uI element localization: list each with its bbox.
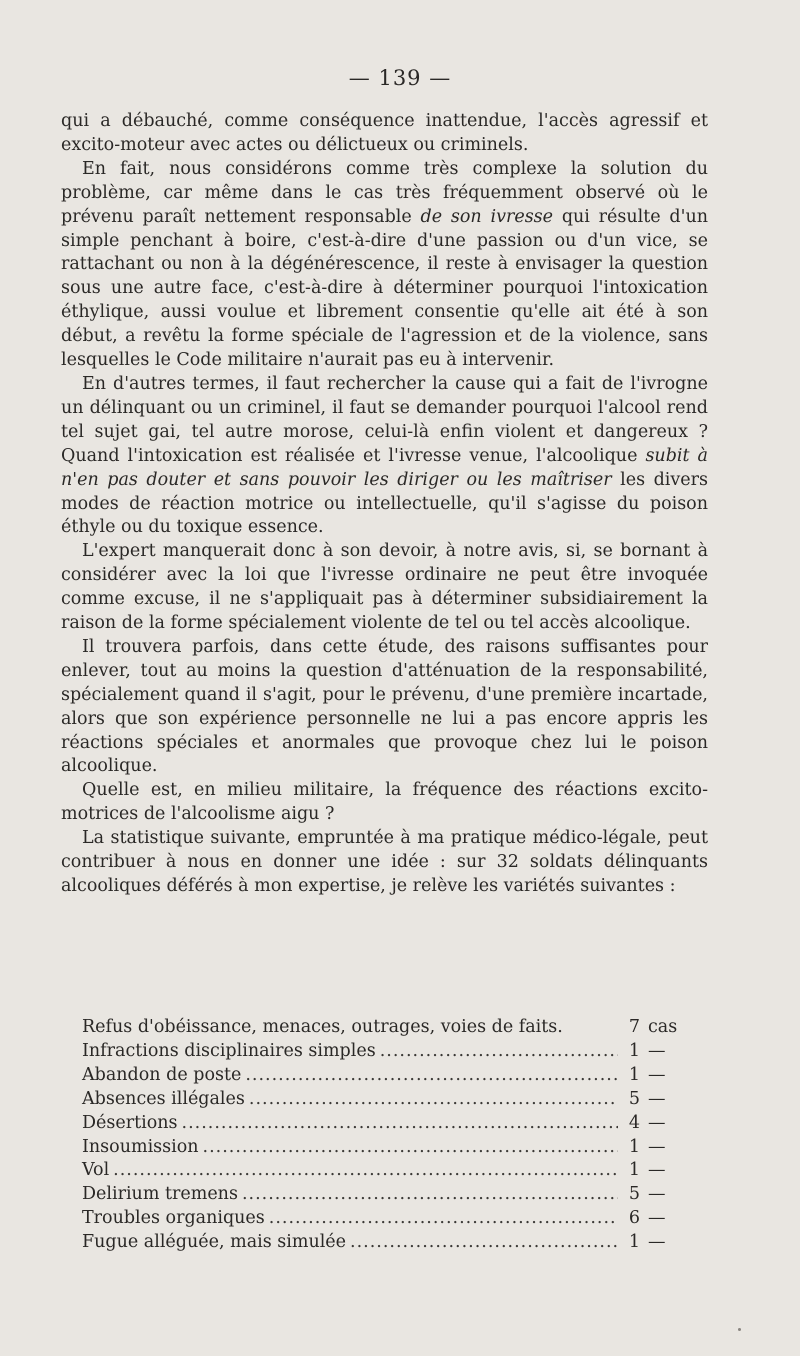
list-item [82, 1136, 682, 1160]
list-item-unit: — [648, 1160, 666, 1181]
leader-dots [380, 1040, 618, 1064]
paragraph-5: Il trouvera parfois, dans cette étude, des raisons suffisantes pour enlever, tout au moins la question d'atténuation de la responsabilité, spécialement quand il s'agit, pour le prévenu, d'une première incartade, alors que son expérience personnelle ne lui a pas encore appris les réactions spéciales et anormales que provoque chez lui le poison alcoolique. [61, 636, 708, 777]
list-item-unit: — [648, 1088, 666, 1109]
paragraph-2 [61, 158, 708, 373]
list-item-count: 7 [628, 1017, 640, 1037]
list-item [82, 1183, 682, 1207]
list-item-unit: — [648, 1040, 666, 1061]
paragraph-6: Quelle est, en milieu militaire, la fréquence des réactions excito-motrices de l'alcoolisme aigu ? [61, 780, 708, 825]
list-item-label: Désertions [82, 1112, 178, 1133]
leader-dots [242, 1183, 618, 1207]
list-item-label: Absences illégales [82, 1088, 245, 1109]
list-item [82, 1231, 682, 1255]
paragraph-3-italic: subit à n'en pas douter et sans pouvoir les diriger ou les maîtriser [61, 445, 708, 490]
list-item-count: 1 [628, 1160, 640, 1181]
list-item-label: Infractions disciplinaires simples [82, 1040, 376, 1061]
list-item [82, 1040, 682, 1064]
list-item-unit: cas [648, 1017, 678, 1037]
paper-speck [738, 1328, 741, 1331]
list-item-unit: — [648, 1064, 666, 1085]
list-item-label: Vol [82, 1160, 110, 1181]
list-item [82, 1088, 682, 1112]
list-item-count: 4 [628, 1112, 640, 1133]
list-item-count: 5 [628, 1088, 640, 1109]
paragraph-4: L'expert manquerait donc à son devoir, à notre avis, si, se bornant à considérer avec la loi que l'ivresse ordinaire ne peut être invoquée comme excuse, il ne s'appliquait pas à déterminer subsidiairement la raison de la forme spécialement violente de tel ou tel accès alcoolique. [61, 541, 708, 634]
list-item [82, 1112, 682, 1136]
list-item-label: Refus d'obéissance, menaces, outrages, voies de faits. [82, 1017, 563, 1037]
list-item-count: 5 [628, 1184, 640, 1205]
list-item [82, 1207, 682, 1231]
list-item-count: 1 [628, 1232, 640, 1253]
list-item-unit: — [648, 1136, 666, 1157]
list-item-label: Troubles organiques [82, 1208, 265, 1229]
list-item-label: Insoumission [82, 1136, 199, 1157]
page-number: — 139 — [348, 66, 452, 90]
list-item [82, 1016, 682, 1040]
list-item-unit: — [648, 1112, 666, 1133]
list-item-count: 1 [628, 1040, 640, 1061]
list-item-label: Fugue alléguée, mais simulée [82, 1232, 347, 1253]
list-item-count: 6 [628, 1208, 640, 1229]
list-item-unit: — [648, 1232, 666, 1253]
paragraph-1: qui a débauché, comme conséquence inattendue, l'accès agressif et excito-moteur avec actes ou délictueux ou criminels. [61, 111, 708, 155]
leader-dots [113, 1159, 618, 1183]
leader-dots [203, 1136, 618, 1160]
leader-dots [249, 1088, 618, 1112]
body-text [61, 110, 708, 899]
leader-dots [182, 1112, 618, 1136]
list-item-label: Delirium tremens [82, 1184, 238, 1205]
list-item-count: 1 [628, 1064, 640, 1085]
leader-dots [269, 1207, 618, 1231]
varieties-list [82, 1016, 682, 1255]
paragraph-2-start: En fait, nous considérons comme très complexe la solution du problème, car même dans le cas très fréquemment observé où le prévenu paraît nettement responsable [61, 158, 708, 227]
paragraph-3 [61, 373, 708, 540]
leader-dots [245, 1064, 618, 1088]
leader-dots [350, 1231, 618, 1255]
list-item-label: Abandon de poste [82, 1064, 242, 1085]
paragraph-3-start: En d'autres termes, il faut rechercher la cause qui a fait de l'ivrogne un délinquant ou un criminel, il faut se demander pourquoi l'alcool rend tel sujet gai, tel autre morose, celui-là enfin violent et dangereux ? Quand l'intoxication est réalisée et l'ivresse venue, l'alcoolique [61, 373, 708, 466]
list-item [82, 1064, 682, 1088]
list-item-unit: — [648, 1184, 666, 1205]
paragraph-2-end: qui résulte d'un simple penchant à boire, c'est-à-dire d'une passion ou d'un vice, se rattachant ou non à la dégénérescence, il reste à envisager la question sous une autre face, c'est-à-dire à déterminer pourquoi l'intoxication éthylique, aussi voulue et librement consentie qu'elle ait été à son début, a revêtu la forme spéciale de l'agression et de la violence, sans lesquelles le Code militaire n'aurait pas eu à intervenir. [61, 206, 708, 371]
paragraph-7: La statistique suivante, empruntée à ma pratique médico-légale, peut contribuer à nous en donner une idée : sur 32 soldats délinquants alcooliques déférés à mon expertise, je relève les variétés suivantes : [61, 828, 708, 896]
paragraph-2-italic: de son ivresse [420, 206, 554, 227]
list-item [82, 1159, 682, 1183]
list-item-unit: — [648, 1208, 666, 1229]
list-item-count: 1 [628, 1136, 640, 1157]
paragraph-3-end: les divers modes de réaction motrice ou intellectuelle, qu'il s'agisse du poison éthyle ou du toxique essence. [61, 469, 708, 538]
